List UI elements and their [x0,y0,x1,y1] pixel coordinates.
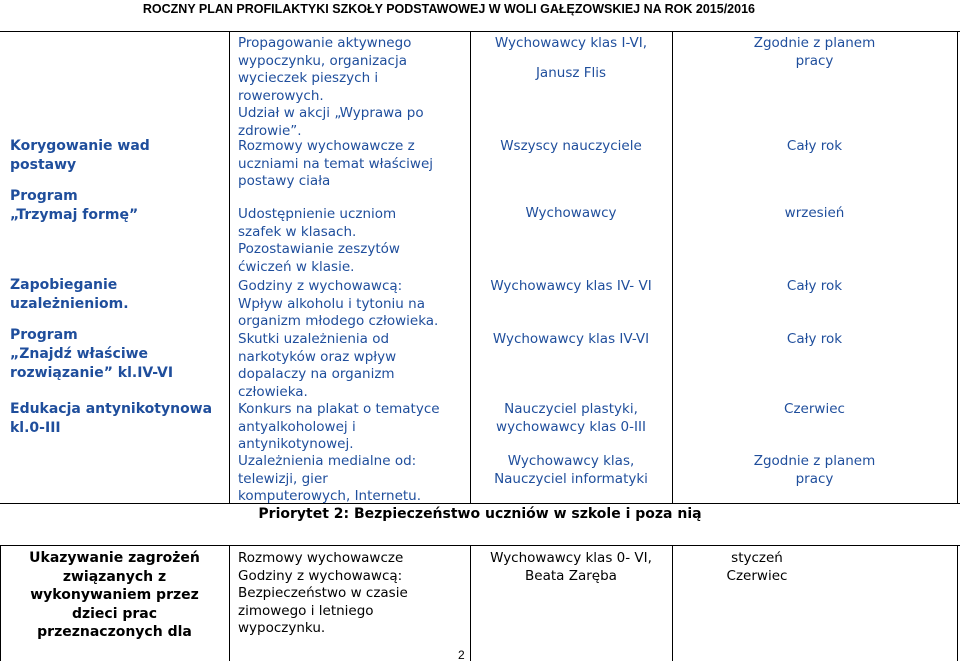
goal-block-posture [10,137,150,225]
date-cell [672,331,957,349]
activity-line: antynikotynowej. [238,436,354,452]
goal-line: kl.0-III [10,420,61,436]
responsible-line: wychowawcy klas 0-III [496,418,646,435]
responsible-line: Nauczyciel plastyki, [504,401,638,417]
activity-cell [238,138,468,191]
responsible-line: Wychowawcy klas I-VI, [494,35,648,51]
activity-line: zdrowie”. [238,122,302,139]
responsible-line: Nauczyciel informatyki [494,470,648,487]
bottom-table-top [0,545,960,546]
goal-line: wykonywaniem przez [30,587,199,603]
goal-line: „Znajdź właściwe [10,346,149,362]
activity-line: Propagowanie aktywnego [238,35,412,51]
responsible-cell [470,331,672,349]
date-line: Zgodnie z planem [753,35,876,51]
responsible-cell [470,278,672,296]
date-cell [672,35,957,70]
responsible-line: Wszyscy nauczyciele [500,138,642,154]
responsible-cell [470,138,672,156]
goal-line: uzależnieniom. [10,296,129,312]
activity-line: człowieka. [238,383,308,400]
activity-line: organizm młodego człowieka. [238,313,439,329]
activity-line: Udostępnienie uczniom [238,206,397,222]
goal-block-addiction [10,276,173,383]
goal-line: Program [10,188,78,204]
activity-cell [238,278,468,331]
goal-line: Program [10,327,78,343]
activity-line: Bezpieczeństwo w czasie [238,585,408,601]
responsible-cell [470,205,672,223]
date-cell [672,205,957,223]
activity-cell [238,331,468,401]
activity-line: Godziny z wychowawcą: [238,278,403,294]
document-header: ROCZNY PLAN PROFILAKTYKI SZKOŁY PODSTAWOWEJ W WOLI GAŁĘZOWSKIEJ NA ROK 2015/2016 [142,2,755,16]
date-line: Czerwiec [726,567,788,584]
date-cell [672,401,957,419]
goal-line: dzieci prac [71,605,158,622]
goal-block-nicotine [10,400,212,438]
goal-line: Edukacja antynikotynowa [10,401,213,417]
date-cell [672,453,957,488]
activity-line: szafek w klasach. [238,223,357,240]
responsible-line: Janusz Flis [535,64,607,81]
date-line: pracy [795,52,834,69]
activity-cell [238,453,468,506]
bottom-activity-cell [238,550,468,638]
bottom-goal-cell [0,549,229,642]
bottom-date-cell [672,550,842,585]
activity-line: Konkurs na plakat o tematyce [238,401,440,417]
date-line: Cały rok [786,278,843,294]
bottom-col-divider-1 [229,545,230,661]
activity-line: zimowego i letniego [238,602,374,619]
activity-line: Udział w akcji „Wyprawa po [238,105,424,121]
date-line: styczeń [731,550,783,566]
activity-line: uczniami na temat właściwej [238,155,434,172]
date-line: Cały rok [786,331,843,347]
activity-line: Skutki uzależnienia od [238,331,390,347]
goal-line: przeznaczonych dla [37,624,192,640]
responsible-line: Wychowawcy klas IV- VI [490,278,652,294]
responsible-line: Wychowawcy klas, [507,453,635,469]
responsible-line: Wychowawcy klas IV-VI [492,331,650,347]
activity-cell [238,35,468,140]
activity-line: postawy ciała [238,173,331,189]
date-line: Zgodnie z planem [753,453,876,469]
activity-line: Godziny z wychowawcą: [238,567,403,584]
activity-line: narkotyków oraz wpływ [238,348,397,365]
activity-line: antyalkoholowej i [238,418,356,435]
activity-cell [238,401,468,454]
activity-line: ćwiczeń w klasie. [238,258,355,275]
activity-line: dopalaczy na organizm [238,366,395,382]
goal-line: Ukazywanie zagrożeń [29,550,200,566]
col-divider-4 [957,31,958,504]
date-line: Cały rok [786,138,843,154]
activity-line: wypoczynku. [238,620,326,636]
bottom-col-divider-4 [957,545,958,661]
activity-line: Pozostawianie zeszytów [238,241,400,257]
activity-line: Rozmowy wychowawcze [238,550,404,566]
responsible-line: Wychowawcy klas 0- VI, [490,550,652,566]
activity-line: komputerowych, Internetu. [238,488,422,504]
bottom-responsible-cell [470,550,672,585]
priority-heading: Priorytet 2: Bezpieczeństwo uczniów w szkole i poza nią [258,506,702,522]
responsible-line: Beata Zaręba [525,567,617,584]
table-top-border [0,31,960,32]
responsible-line: Wychowawcy [525,205,617,221]
activity-line: Rozmowy wychowawcze z [238,138,415,154]
date-cell [672,138,957,156]
col-divider-1 [229,31,230,504]
responsible-cell [470,453,672,488]
responsible-cell [470,401,672,436]
activity-line: wypoczynku, organizacja [238,52,407,69]
date-line: pracy [795,470,834,487]
goal-line: związanych z [62,568,167,585]
page-number: 2 [458,648,465,662]
activity-line: telewizji, gier [238,470,328,487]
goal-line: „Trzymaj formę” [10,207,139,223]
activity-line: wycieczek pieszych i [238,70,379,86]
goal-line: postawy [10,157,77,173]
responsible-cell [470,35,672,82]
activity-line: Uzależnienia medialne od: [238,453,417,469]
activity-line: rowerowych. [238,87,324,104]
activity-line: Wpływ alkoholu i tytoniu na [238,295,425,312]
goal-line: rozwiązanie” kl.IV-VI [10,365,174,381]
goal-line: Korygowanie wad [10,138,150,154]
activity-cell [238,206,468,276]
date-cell [672,278,957,296]
date-line: Czerwiec [784,401,845,417]
goal-line: Zapobieganie [10,277,118,293]
col-divider-3 [672,31,673,504]
date-line: wrzesień [784,205,845,221]
